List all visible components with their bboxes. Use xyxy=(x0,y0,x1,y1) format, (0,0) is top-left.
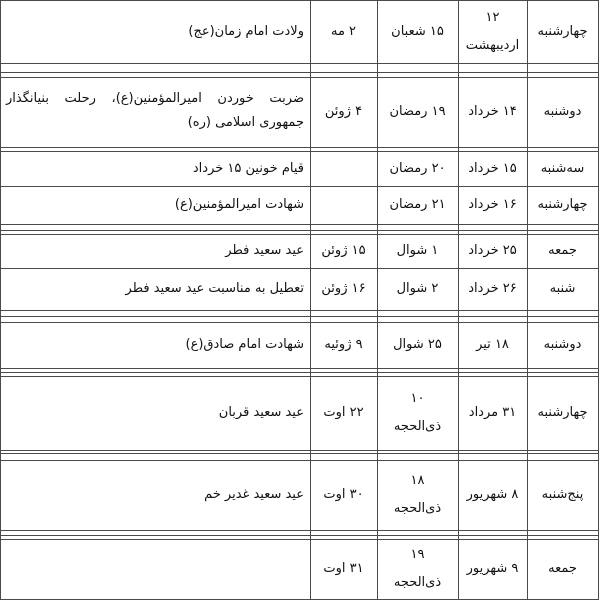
grid-row-line xyxy=(0,368,599,369)
shamsi-date-cell-part: ۲۶ خرداد xyxy=(468,281,517,296)
weekday-cell: چهارشنبه xyxy=(537,24,588,39)
qamari-date-cell xyxy=(378,23,457,41)
grid-column-line xyxy=(0,0,1,600)
weekday-cell: جمعه xyxy=(548,561,577,576)
shamsi-date-cell xyxy=(459,560,526,578)
qamari-date-cell-part: ۱۸ xyxy=(410,473,425,488)
grid-row-line xyxy=(0,453,599,454)
shamsi-date-cell xyxy=(459,336,526,354)
qamari-date-cell xyxy=(378,390,457,436)
grid-row-line xyxy=(0,310,599,311)
grid-row-line xyxy=(0,147,599,148)
event-cell: شهادت امام صادق(ع) xyxy=(185,337,304,352)
grid-row-line xyxy=(0,530,599,531)
qamari-date-cell-part: ۲۰ رمضان xyxy=(389,161,446,176)
shamsi-date-cell-part: ۳۱ مرداد xyxy=(468,405,517,420)
qamari-date-cell xyxy=(378,196,457,214)
miladi-date-cell: ۴ ژوئن xyxy=(324,104,363,119)
grid-row-line xyxy=(0,460,599,461)
shamsi-date-cell xyxy=(459,280,526,298)
shamsi-date-cell xyxy=(459,196,526,214)
miladi-date-cell: ۲۲ اوت xyxy=(323,405,364,420)
qamari-date-cell xyxy=(378,546,457,592)
weekday-cell: دوشنبه xyxy=(543,337,582,352)
event-cell: ضربت خوردن امیرالمؤمنین(ع)، رحلت بنیانگذار جمهوری اسلامی (ره) xyxy=(6,91,304,130)
grid-row-line xyxy=(0,72,599,73)
grid-column-line xyxy=(310,0,311,600)
shamsi-date-cell xyxy=(459,160,526,178)
grid-row-line xyxy=(0,186,599,187)
shamsi-date-cell xyxy=(459,103,526,121)
shamsi-date-cell-part: ۱۶ خرداد xyxy=(468,197,517,212)
grid-row-line xyxy=(0,224,599,225)
grid-row-line xyxy=(0,535,599,536)
shamsi-date-cell-part: ۱۸ تیر xyxy=(476,337,509,352)
qamari-date-cell-part: ۱ شوال xyxy=(396,243,439,258)
miladi-date-cell: ۲ مه xyxy=(330,24,357,39)
qamari-date-cell-part: ۱۵ شعبان xyxy=(391,24,444,39)
weekday-cell: پنج‌شنبه xyxy=(541,487,584,502)
qamari-date-cell-part: ۲۱ رمضان xyxy=(389,197,446,212)
event-cell: قیام خونین ۱۵ خرداد xyxy=(192,161,304,176)
shamsi-date-cell xyxy=(459,242,526,260)
miladi-date-cell: ۱۶ ژوئن xyxy=(321,281,366,296)
qamari-date-cell xyxy=(378,472,457,518)
qamari-date-cell xyxy=(378,103,457,121)
shamsi-date-cell xyxy=(459,404,526,422)
grid-column-line xyxy=(527,0,528,600)
event-cell: ولادت امام زمان(عج) xyxy=(188,24,304,39)
grid-row-line xyxy=(0,322,599,323)
miladi-date-cell: ۳۱ اوت xyxy=(323,561,364,576)
weekday-cell: جمعه xyxy=(548,243,577,258)
grid-column-line xyxy=(458,0,459,600)
weekday-cell: سه‌شنبه xyxy=(540,161,585,176)
qamari-date-cell xyxy=(378,336,457,354)
grid-row-line xyxy=(0,77,599,78)
qamari-date-cell-part: ۱۰ xyxy=(410,391,425,406)
grid-column-line xyxy=(598,0,599,600)
grid-row-line xyxy=(0,539,599,540)
qamari-date-cell-part: ذی‌الحجه xyxy=(393,419,442,434)
grid-row-line xyxy=(0,234,599,235)
qamari-date-cell-part: ۱۹ xyxy=(410,547,425,562)
shamsi-date-cell-part: ۱۵ خرداد xyxy=(468,161,517,176)
shamsi-date-cell-part: ۱۲ xyxy=(485,10,500,25)
grid-row-line xyxy=(0,0,599,1)
qamari-date-cell-part: ۱۹ رمضان xyxy=(389,104,446,119)
grid-row-line xyxy=(0,63,599,64)
qamari-date-cell xyxy=(378,280,457,298)
shamsi-date-cell-part: اردیبهشت xyxy=(465,38,520,53)
weekday-cell: چهارشنبه xyxy=(537,405,588,420)
qamari-date-cell-part: ذی‌الحجه xyxy=(393,575,442,590)
miladi-date-cell: ۱۵ ژوئن xyxy=(321,243,366,258)
weekday-cell: شنبه xyxy=(549,281,576,296)
shamsi-date-cell-part: ۹ شهریور xyxy=(466,561,519,576)
shamsi-date-cell xyxy=(459,486,526,504)
event-cell: شهادت امیرالمؤمنین(ع) xyxy=(174,197,304,212)
qamari-date-cell-part: ۲۵ شوال xyxy=(393,337,442,352)
shamsi-date-cell-part: ۲۵ خرداد xyxy=(468,243,517,258)
weekday-cell: دوشنبه xyxy=(543,104,582,119)
qamari-date-cell xyxy=(378,160,457,178)
shamsi-date-cell-part: ۱۴ خرداد xyxy=(468,104,517,119)
grid-row-line xyxy=(0,151,599,152)
event-cell: عید سعید قربان xyxy=(218,405,304,420)
qamari-date-cell xyxy=(378,242,457,260)
shamsi-date-cell-part: ۸ شهریور xyxy=(466,487,519,502)
grid-row-line xyxy=(0,376,599,377)
shamsi-date-cell xyxy=(459,9,526,55)
event-cell: تعطیل به مناسبت عید سعید فطر xyxy=(125,281,304,296)
weekday-cell: چهارشنبه xyxy=(537,197,588,212)
qamari-date-cell-part: ذی‌الحجه xyxy=(393,501,442,516)
grid-row-line xyxy=(0,230,599,231)
miladi-date-cell: ۹ ژوئیه xyxy=(324,337,363,352)
event-cell: عید سعید غدیر خم xyxy=(204,487,304,502)
grid-row-line xyxy=(0,450,599,451)
grid-row-line xyxy=(0,372,599,373)
event-cell: عید سعید فطر xyxy=(225,243,304,258)
grid-row-line xyxy=(0,268,599,269)
grid-row-line xyxy=(0,316,599,317)
qamari-date-cell-part: ۲ شوال xyxy=(396,281,439,296)
miladi-date-cell: ۳۰ اوت xyxy=(323,487,364,502)
